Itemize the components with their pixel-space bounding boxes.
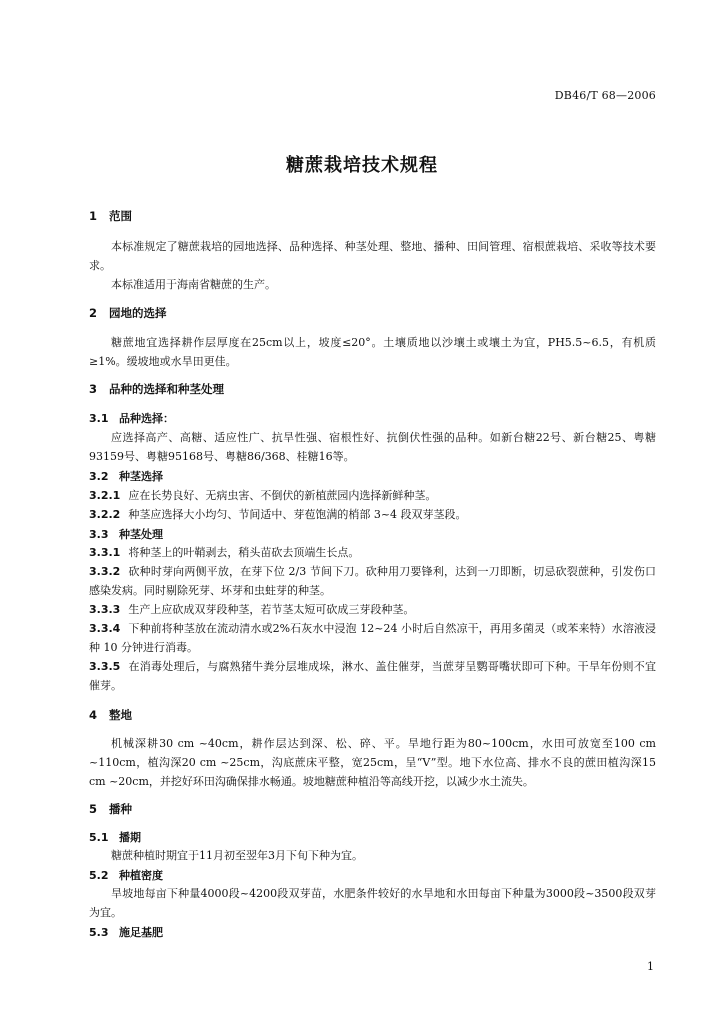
subsection-title: 种茎处理 <box>119 528 163 541</box>
subsection-title: 品种选择： <box>119 412 174 425</box>
section-number: 3 <box>89 382 98 396</box>
page-number: 1 <box>647 960 654 973</box>
clause-3-3-4 <box>89 619 656 657</box>
clause-text: 应在长势良好、无病虫害、不倒伏的新植蔗园内选择新鲜种茎。 <box>128 489 437 502</box>
subsection-heading-5-3 <box>89 924 163 940</box>
subsection-number: 3.3 <box>89 528 109 541</box>
clause-3-3-3 <box>89 600 656 619</box>
clause-number: 3.2.1 <box>89 489 121 502</box>
paragraph: 糖蔗种植时期宜于11月初至翌年3月下旬下种为宜。 <box>111 849 363 862</box>
section-heading-3 <box>89 381 224 397</box>
section-heading-2 <box>89 305 167 321</box>
clause-number: 3.3.1 <box>89 546 121 559</box>
subsection-heading-5-2 <box>89 867 163 883</box>
clause-number: 3.3.4 <box>89 622 121 635</box>
clause-text: 下种前将种茎放在流动清水或2%石灰水中浸泡 12~24 小时后自然凉干，再用多菌灵（或苯来特）水溶液浸种 10 分钟进行消毒。 <box>89 622 656 654</box>
subsection-number: 5.1 <box>89 831 109 844</box>
subsection-title: 种茎选择 <box>119 470 163 483</box>
subsection-heading-3-3 <box>89 526 163 542</box>
section-title: 品种的选择和种茎处理 <box>109 382 224 396</box>
clause-number: 3.3.3 <box>89 603 121 616</box>
paragraph: 机械深耕30 cm ~40cm，耕作层达到深、松、碎、平。旱地行距为80~100cm，水田可放宽至100 cm ~110cm，植沟深20 cm ~25cm，沟底蔗床平整，宽25cm，呈“V”型。地下水位高、排水不良的蔗田植沟深15 cm ~20cm，并挖好环田沟确保排水畅通。坡地糖蔗种植沿等高线开挖，以减少水土流失。 <box>89 737 656 788</box>
section-title: 范围 <box>109 209 132 223</box>
clause-number: 3.2.2 <box>89 508 121 521</box>
clause-text: 将种茎上的叶鞘剥去，稍头苗砍去顶端生长点。 <box>128 546 360 559</box>
clause-3-3-5 <box>89 657 656 695</box>
paragraph: 本标准适用于海南省糖蔗的生产。 <box>111 278 276 291</box>
paragraph: 旱坡地每亩下种量4000段~4200段双芽苗，水肥条件较好的水旱地和水田每亩下种量为3000段~3500段双芽为宜。 <box>89 887 656 919</box>
clause-number: 3.3.5 <box>89 660 121 673</box>
page-title: 糖蔗栽培技术规程 <box>286 155 438 176</box>
subsection-number: 3.1 <box>89 412 109 425</box>
document-code: DB46/T 68—2006 <box>554 89 656 102</box>
subsection-title: 种植密度 <box>119 869 163 882</box>
section-number: 4 <box>89 708 98 722</box>
subsection-number: 5.3 <box>89 926 109 939</box>
section-number: 1 <box>89 209 98 223</box>
clause-text: 砍种时芽向两侧平放，在芽下位 2/3 节间下刀。砍种用刀要锋利，达到一刀即断，切忌砍裂蔗种，引发伤口感染发病。同时剔除死芽、坏芽和虫蛀芽的种茎。 <box>89 565 656 597</box>
clause-text: 生产上应砍成双芽段种茎，若节茎太短可砍成三芽段种茎。 <box>128 603 415 616</box>
clause-3-2-1 <box>89 486 656 505</box>
clause-3-3-1 <box>89 543 656 562</box>
clause-3-3-2 <box>89 562 656 600</box>
section-heading-5 <box>89 801 132 817</box>
section-title: 播种 <box>109 802 132 816</box>
section-heading-4 <box>89 707 132 723</box>
subsection-title: 施足基肥 <box>119 926 163 939</box>
clause-text: 在消毒处理后，与腐熟猪牛粪分层堆成垛，淋水、盖住催芽，当蔗芽呈鹦哥嘴状即可下种。干旱年份则不宜催芽。 <box>89 660 656 692</box>
subsection-heading-3-1 <box>89 410 174 426</box>
section-title: 园地的选择 <box>109 306 167 320</box>
subsection-heading-3-2 <box>89 468 163 484</box>
subsection-title: 播期 <box>119 831 141 844</box>
clause-number: 3.3.2 <box>89 565 121 578</box>
clause-3-2-2 <box>89 505 656 524</box>
subsection-number: 5.2 <box>89 869 109 882</box>
section-title: 整地 <box>109 708 132 722</box>
paragraph: 应选择高产、高糖、适应性广、抗旱性强、宿根性好、抗倒伏性强的品种。如新台糖22号、新台糖25、粤糖93159号、粤糖95168号、粤糖86/368、桂糖16等。 <box>89 431 656 463</box>
paragraph: 本标准规定了糖蔗栽培的园地选择、品种选择、种茎处理、整地、播种、田间管理、宿根蔗栽培、采收等技术要求。 <box>89 240 656 272</box>
subsection-number: 3.2 <box>89 470 109 483</box>
paragraph: 糖蔗地宜选择耕作层厚度在25cm以上，坡度≤20°。土壤质地以沙壤土或壤土为宜，PH5.5~6.5，有机质≥1%。缓坡地或水旱田更佳。 <box>89 336 656 368</box>
section-number: 5 <box>89 802 98 816</box>
clause-text: 种茎应选择大小均匀、节间适中、芽苞饱满的梢部 3~4 段双芽茎段。 <box>128 508 467 521</box>
subsection-heading-5-1 <box>89 829 141 845</box>
section-heading-1 <box>89 208 132 224</box>
section-number: 2 <box>89 306 98 320</box>
